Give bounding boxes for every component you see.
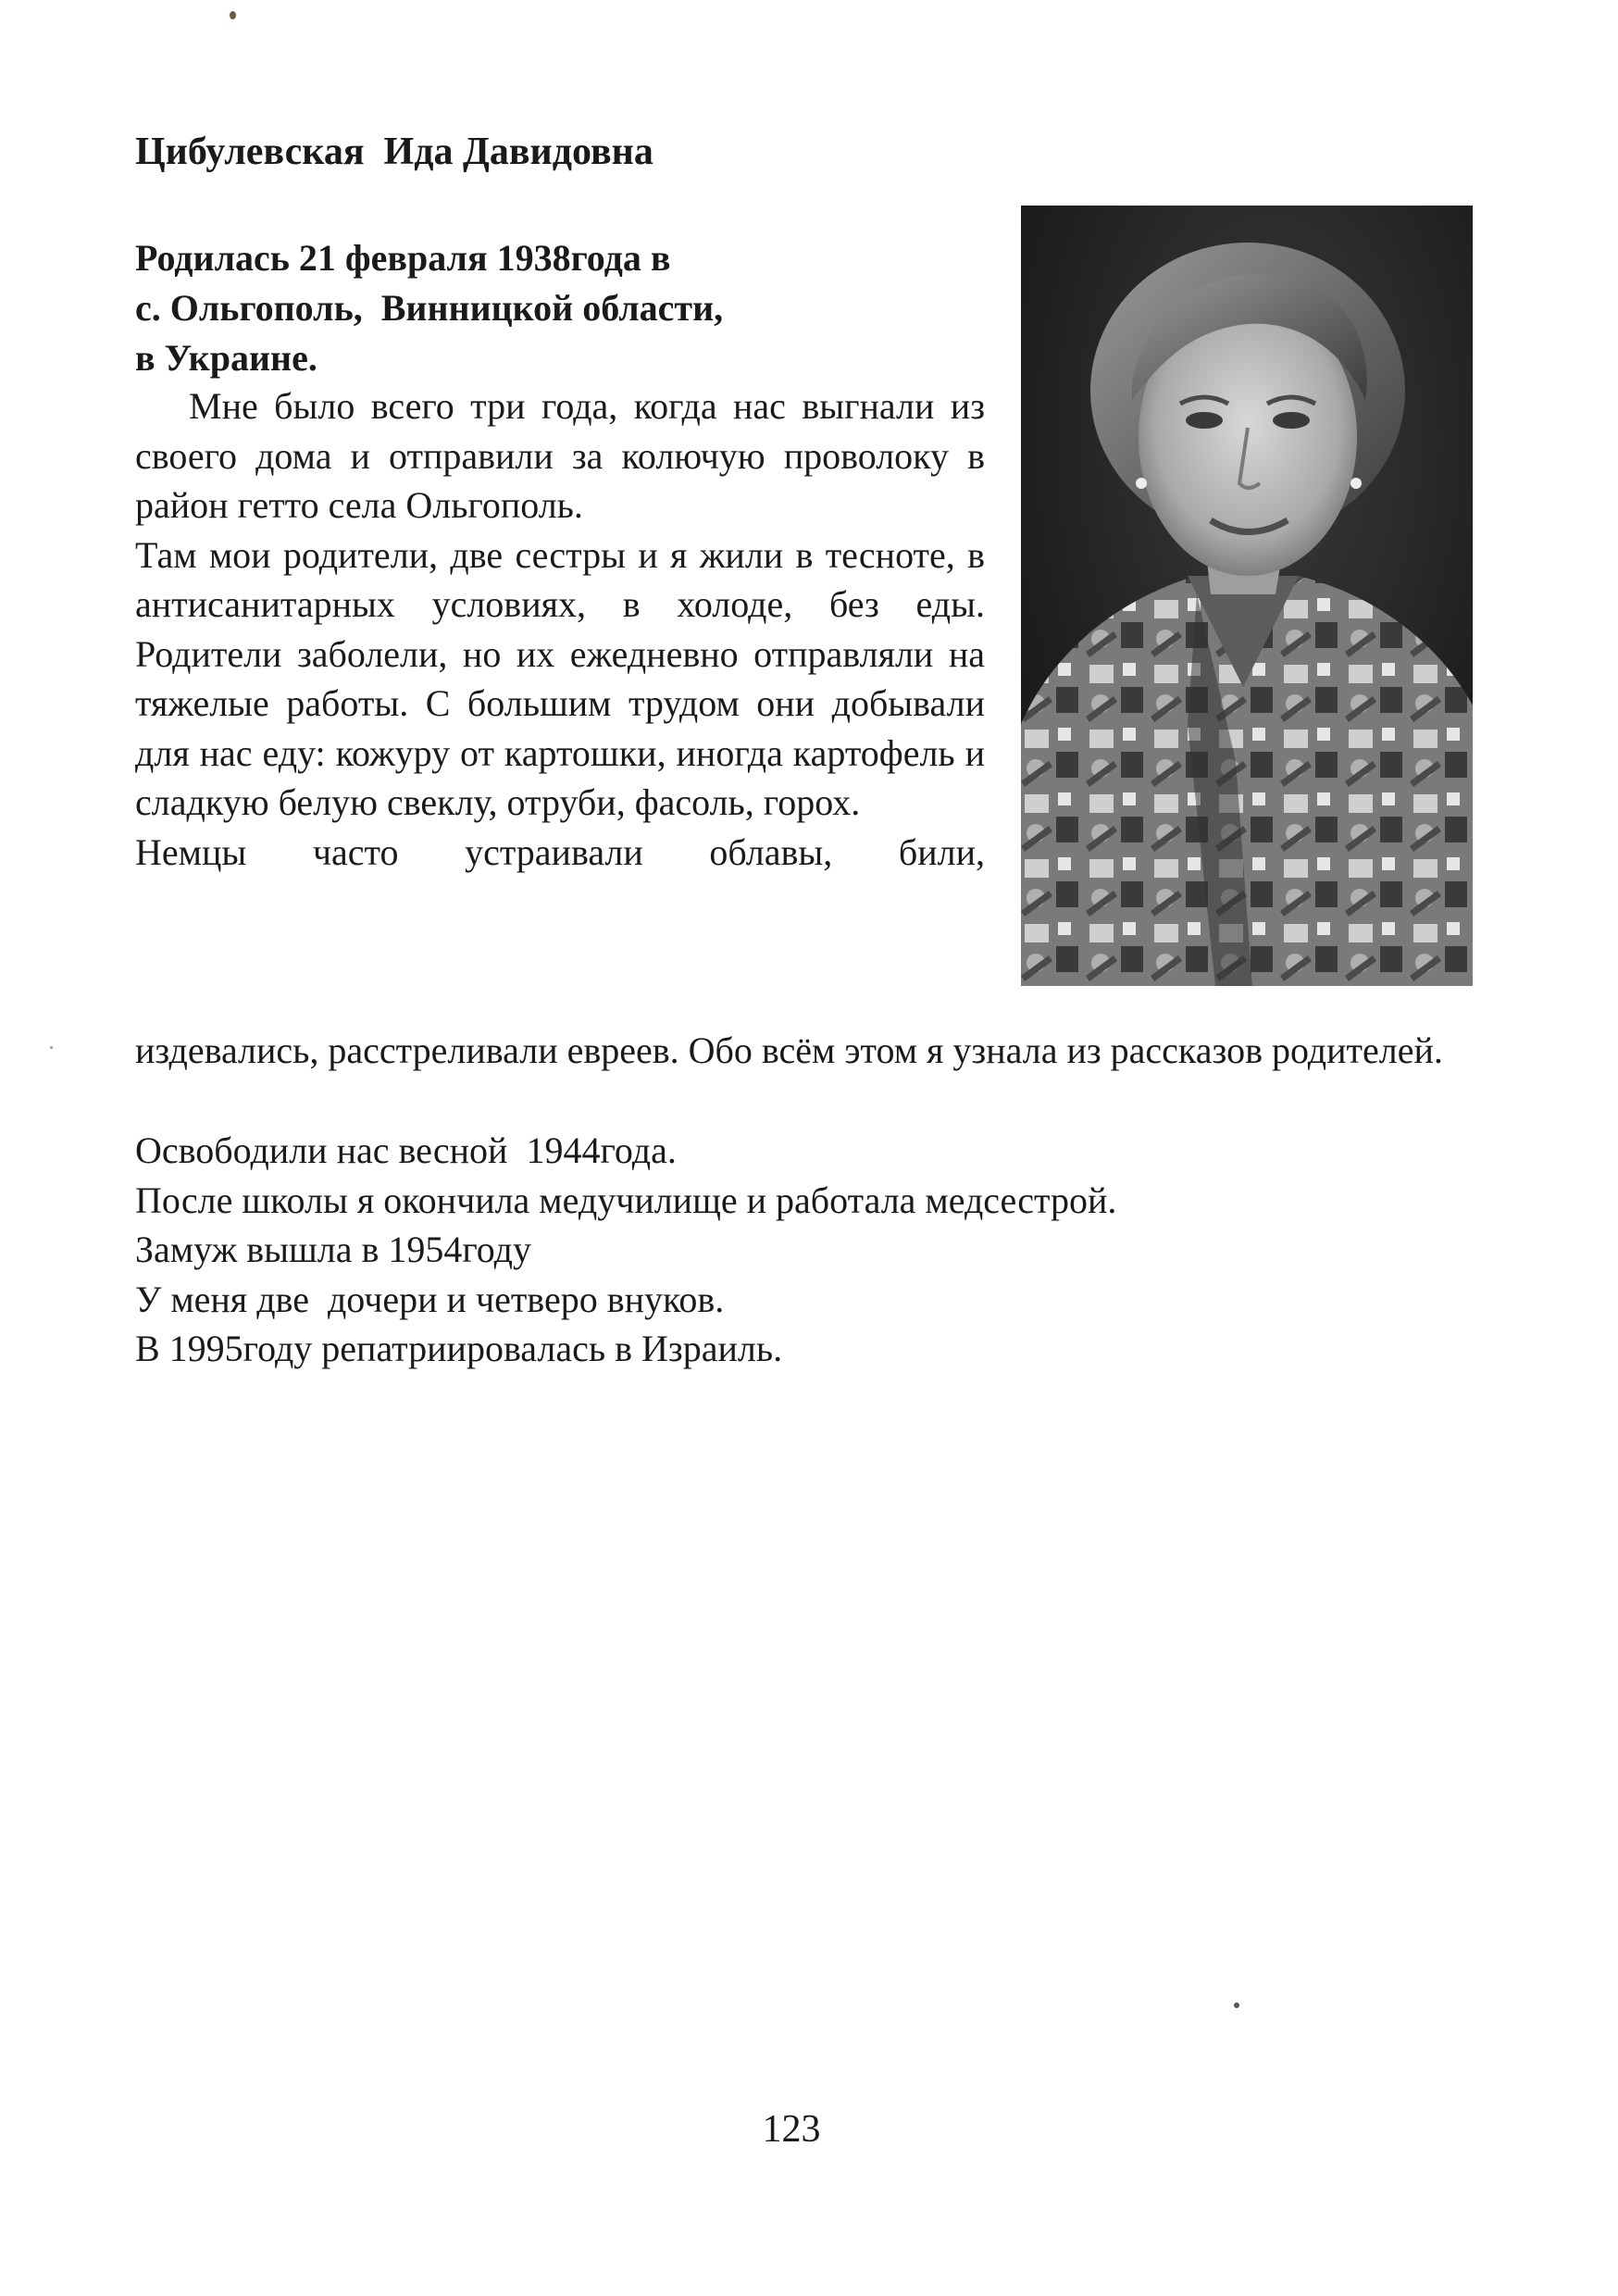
page-number: 123 bbox=[762, 2108, 821, 2151]
birth-info bbox=[135, 233, 996, 383]
paper-speck bbox=[230, 11, 236, 19]
paper-speck bbox=[50, 1046, 53, 1049]
birth-info-line: Родилась 21 февраля 1938года в bbox=[135, 237, 671, 279]
birth-info-line: с. Ольгополь, Винницкой области, bbox=[135, 287, 724, 329]
biography-line: У меня две дочери и четверо внуков. bbox=[135, 1279, 725, 1320]
biography-paragraph: Мне было всего три года, когда нас выгнали из своего дома и отправили за колючую проволоку в район гетто села Ольгополь. bbox=[135, 385, 985, 526]
paper-speck bbox=[1234, 2003, 1239, 2008]
biography-line: После школы я окончила медучилище и работала медсестрой. bbox=[135, 1179, 1117, 1221]
biography-paragraph: Там мои родители, две сестры и я жили в тесноте, в антисанитарных условиях, в холоде, без еды. Родители заболели, но их ежедневно отправляли на тяжелые работы. С большим трудом они добывали для нас еду: кожуру от картошки, иногда картофель и сладкую белую свеклу, отруби, фасоль, горох. bbox=[135, 533, 985, 823]
biography-paragraph: издевались, расстреливали евреев. Обо всём этом я узнала из рассказов родителей. bbox=[135, 1029, 1443, 1071]
biography-line: Замуж вышла в 1954году bbox=[135, 1229, 531, 1270]
biography-line: В 1995году репатриировалась в Израиль. bbox=[135, 1328, 783, 1369]
biography-paragraph: Немцы часто устраивали облавы, били, bbox=[135, 830, 985, 873]
biography-line: Освободили нас весной 1944года. bbox=[135, 1129, 677, 1171]
portrait-image bbox=[1021, 206, 1473, 986]
portrait-photo bbox=[1021, 206, 1473, 986]
person-name-heading: Цибулевская Ида Давидовна bbox=[135, 131, 653, 173]
biography-text bbox=[135, 381, 985, 877]
birth-info-line: в Украине. bbox=[135, 337, 317, 379]
